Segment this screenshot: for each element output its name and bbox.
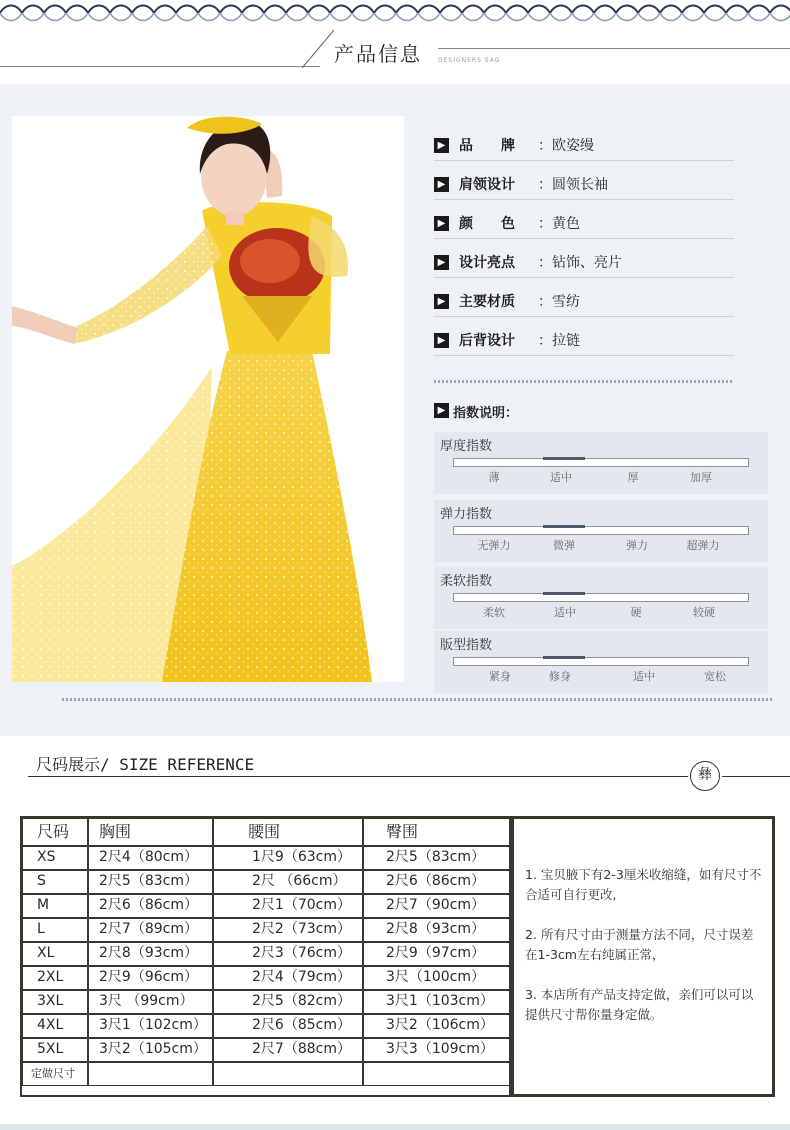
size-table-cell: 2尺6（86cm） bbox=[88, 894, 213, 918]
dashed-divider bbox=[434, 380, 734, 383]
attr-value bbox=[538, 291, 580, 311]
size-table-cell: 2尺6（85cm） bbox=[213, 1014, 363, 1038]
attr-value bbox=[538, 330, 580, 350]
index-name: 弹力指数 bbox=[440, 507, 493, 522]
size-table-cell: 3尺（100cm） bbox=[363, 966, 511, 990]
size-table-cell: 2尺8（93cm） bbox=[88, 942, 213, 966]
size-table-cell: 2尺3（76cm） bbox=[213, 942, 363, 966]
index-option: 薄 bbox=[488, 471, 500, 484]
size-notes-box bbox=[511, 816, 775, 1097]
attr-highlight bbox=[434, 239, 734, 278]
index-marker bbox=[543, 457, 585, 460]
size-table-header: 尺码 bbox=[22, 818, 88, 846]
size-table-cell: 2尺9（97cm） bbox=[363, 942, 511, 966]
size-table-cell: 3尺3（109cm） bbox=[363, 1038, 511, 1062]
size-table-header: 腰围 bbox=[213, 818, 363, 846]
size-label-cell: L bbox=[22, 918, 88, 942]
arrow-bullet-icon: ▶ bbox=[434, 333, 449, 348]
size-table-cell: 2尺5（83cm） bbox=[88, 870, 213, 894]
index-option: 硬 bbox=[630, 606, 642, 619]
size-table bbox=[20, 816, 511, 1097]
attr-color bbox=[434, 200, 734, 239]
arrow-bullet-icon: ▶ bbox=[434, 177, 449, 192]
section-header bbox=[0, 26, 790, 84]
header-rule-right bbox=[438, 48, 790, 49]
size-table-header: 胸围 bbox=[88, 818, 213, 846]
size-table-area bbox=[0, 806, 790, 1130]
attr-sep: ： bbox=[538, 294, 552, 310]
index-bar bbox=[453, 657, 749, 666]
size-label-cell: 2XL bbox=[22, 966, 88, 990]
size-table-cell: 3尺1（103cm） bbox=[363, 990, 511, 1014]
attr-value bbox=[538, 213, 580, 233]
index-thickness bbox=[434, 432, 768, 494]
attr-value-text: 雪纺 bbox=[552, 294, 580, 310]
attr-label: 后背设计 bbox=[459, 333, 515, 349]
size-table-cell: 2尺 （66cm） bbox=[213, 870, 363, 894]
index-option: 适中 bbox=[554, 606, 576, 619]
index-option: 宽松 bbox=[704, 670, 726, 683]
attr-value bbox=[538, 174, 608, 194]
size-label-cell: 定做尺寸 bbox=[22, 1062, 88, 1086]
attr-value-text: 黄色 bbox=[552, 216, 580, 232]
attr-label: 颜 色 bbox=[459, 216, 515, 232]
index-bar bbox=[453, 458, 749, 467]
product-photo bbox=[12, 116, 404, 682]
index-name: 厚度指数 bbox=[440, 439, 493, 454]
attr-sep: ： bbox=[538, 255, 552, 271]
size-table-cell: 2尺9（96cm） bbox=[88, 966, 213, 990]
arrow-bullet-icon: ▶ bbox=[434, 216, 449, 231]
size-table-cell: 2尺7（90cm） bbox=[363, 894, 511, 918]
header-rule-left bbox=[0, 66, 320, 67]
size-table-cell: 2尺7（89cm） bbox=[88, 918, 213, 942]
attr-brand bbox=[434, 122, 734, 161]
dashed-divider-bottom bbox=[62, 698, 774, 701]
size-label-cell: 4XL bbox=[22, 1014, 88, 1038]
index-option: 较硬 bbox=[693, 606, 715, 619]
size-table-cell: 2尺5（82cm） bbox=[213, 990, 363, 1014]
size-reference-header bbox=[0, 736, 790, 806]
attr-value-text: 钻饰、亮片 bbox=[552, 255, 622, 271]
index-option: 适中 bbox=[633, 670, 655, 683]
index-option: 适中 bbox=[550, 471, 572, 484]
index-heading-text: 指数说明： bbox=[453, 406, 519, 421]
size-table-cell bbox=[213, 1062, 363, 1086]
size-table-cell: 2尺4（80cm） bbox=[88, 846, 213, 870]
attr-sep: ： bbox=[538, 138, 552, 154]
attr-label: 品 牌 bbox=[459, 138, 515, 154]
index-name: 柔软指数 bbox=[440, 574, 493, 589]
size-table-cell bbox=[363, 1062, 511, 1086]
attr-back bbox=[434, 317, 734, 356]
size-header-rule bbox=[28, 776, 688, 777]
index-option: 紧身 bbox=[489, 670, 511, 683]
size-table-cell: 2尺5（83cm） bbox=[363, 846, 511, 870]
index-elasticity bbox=[434, 500, 768, 562]
attr-label: 主要材质 bbox=[459, 294, 515, 310]
attr-material bbox=[434, 278, 734, 317]
size-table-cell: 2尺7（88cm） bbox=[213, 1038, 363, 1062]
index-softness bbox=[434, 567, 768, 629]
attr-value bbox=[538, 252, 622, 272]
size-table-cell: 2尺6（86cm） bbox=[363, 870, 511, 894]
size-label-cell: S bbox=[22, 870, 88, 894]
attr-sep: ： bbox=[538, 216, 552, 232]
size-table-header: 臀围 bbox=[363, 818, 511, 846]
index-fit bbox=[434, 631, 768, 693]
bottom-strip bbox=[0, 1124, 790, 1130]
arrow-bullet-icon: ▶ bbox=[434, 255, 449, 270]
index-option: 厚 bbox=[627, 471, 639, 484]
index-option: 无弹力 bbox=[477, 539, 511, 552]
index-bar bbox=[453, 593, 749, 602]
attr-sep: ： bbox=[538, 333, 552, 349]
size-table-cell: 2尺1（70cm） bbox=[213, 894, 363, 918]
decorative-chain-border bbox=[0, 0, 790, 26]
size-table-cell: 3尺1（102cm） bbox=[88, 1014, 213, 1038]
index-option: 超弹力 bbox=[686, 539, 720, 552]
size-table-cell: 2尺2（73cm） bbox=[213, 918, 363, 942]
index-marker bbox=[543, 656, 585, 659]
size-label-cell: XL bbox=[22, 942, 88, 966]
size-table-cell: 3尺2（106cm） bbox=[363, 1014, 511, 1038]
size-table-cell: 1尺9（63cm） bbox=[213, 846, 363, 870]
size-note: 3. 本店所有产品支持定做，亲们可以可以提供尺寸帮你量身定做。 bbox=[525, 987, 754, 1022]
section-title: 产品信息 bbox=[334, 42, 422, 66]
index-marker bbox=[543, 592, 585, 595]
size-label-cell: XS bbox=[22, 846, 88, 870]
size-table-cell: 3尺 （99cm） bbox=[88, 990, 213, 1014]
attr-value bbox=[538, 135, 594, 155]
size-label-cell: M bbox=[22, 894, 88, 918]
header-slash bbox=[298, 26, 338, 72]
index-marker bbox=[543, 525, 585, 528]
index-option: 加厚 bbox=[690, 471, 712, 484]
size-table-cell: 2尺8（93cm） bbox=[363, 918, 511, 942]
size-table-cell bbox=[88, 1062, 213, 1086]
index-bar bbox=[453, 526, 749, 535]
index-option: 柔软 bbox=[483, 606, 505, 619]
size-table-cell: 2尺4（79cm） bbox=[213, 966, 363, 990]
brand-seal-icon: 彝 bbox=[690, 761, 720, 791]
attr-label: 肩领设计 bbox=[459, 177, 515, 193]
attr-sep: ： bbox=[538, 177, 552, 193]
size-label-cell: 3XL bbox=[22, 990, 88, 1014]
size-note: 2. 所有尺寸由于测量方法不同，尺寸误差在1-3cm左右纯属正常， bbox=[525, 927, 754, 962]
size-table-cell: 3尺2（105cm） bbox=[88, 1038, 213, 1062]
size-label-cell: 5XL bbox=[22, 1038, 88, 1062]
size-note: 1. 宝贝腋下有2-3厘米收缩缝，如有尺寸不合适可自行更改, bbox=[525, 867, 762, 902]
section-subtitle: DESIGNERS SAG bbox=[438, 57, 501, 64]
size-reference-title: 尺码展示/ SIZE REFERENCE bbox=[36, 755, 255, 774]
attr-value-text: 圆领长袖 bbox=[552, 177, 608, 193]
arrow-bullet-icon: ▶ bbox=[434, 403, 449, 418]
attr-collar bbox=[434, 161, 734, 200]
size-header-rule-right bbox=[722, 776, 790, 777]
attr-value-text: 拉链 bbox=[552, 333, 580, 349]
index-name: 版型指数 bbox=[440, 638, 493, 653]
attr-label: 设计亮点 bbox=[459, 255, 515, 271]
index-option: 弹力 bbox=[626, 539, 648, 552]
arrow-bullet-icon: ▶ bbox=[434, 294, 449, 309]
attr-value-text: 欧姿缦 bbox=[552, 138, 594, 154]
index-option: 修身 bbox=[549, 670, 571, 683]
index-option: 微弹 bbox=[553, 539, 575, 552]
arrow-bullet-icon: ▶ bbox=[434, 138, 449, 153]
